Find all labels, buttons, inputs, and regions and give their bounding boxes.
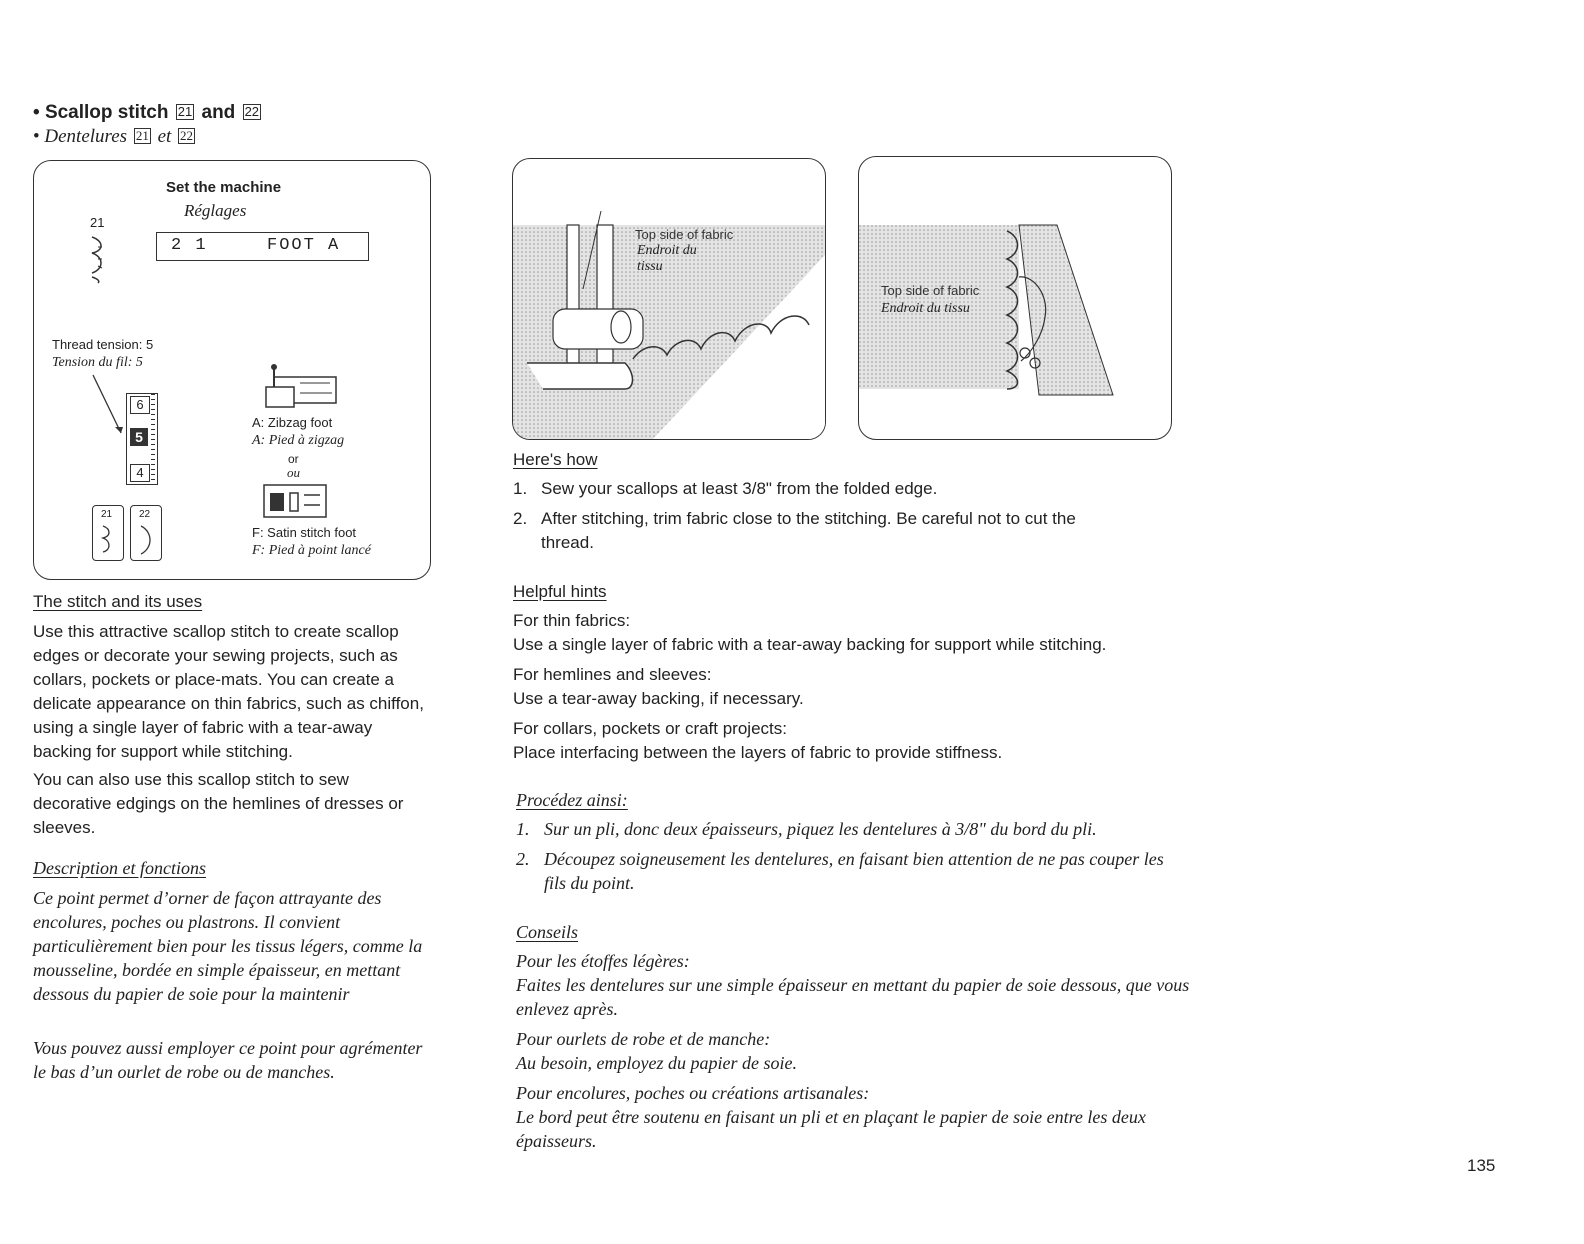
title-en: • Scallop stitch 21 and 22 (33, 102, 260, 123)
fr-step-1: 1. Sur un pli, donc deux épaisseurs, piquez les dentelures à 3/8" du bord du pli. (516, 819, 1097, 839)
zigzag-foot-icon (260, 363, 342, 415)
procedez-heading: Procédez ainsi: (516, 790, 628, 810)
or-label-fr: ou (287, 465, 300, 480)
sewing-foot-drawing (513, 159, 825, 439)
procedez-steps (516, 817, 1176, 895)
stitch-number-22: 22 (244, 104, 260, 119)
uses-paragraph-1: Use this attractive scallop stitch to create scallop edges or decorate your sewing projects, such as collars, pockets or place-mats. You can create a delicate appearance on thin fabrics, such as chiffon, using a single layer of fabric with a tear-away backing for support while stitching. (33, 622, 424, 761)
foot-f-label-fr: F: Pied à point lancé (252, 543, 371, 558)
scallop-small-icon (99, 524, 117, 556)
set-machine-title-fr: Réglages (184, 201, 247, 220)
lcd-display: 2 1 FOOT A (156, 232, 369, 261)
heres-how-heading: Here's how (513, 450, 598, 469)
thread-tension-label-fr: Tension du fil: 5 (52, 355, 143, 370)
uses-paragraph-2: You can also use this scallop stitch to sew decorative edgings on the hemlines of dresses or sleeves. (33, 770, 404, 837)
helpful-hints-list (513, 609, 1173, 765)
page-number: 135 (1467, 1156, 1496, 1175)
how-step-2: 2. After stitching, trim fabric close to the stitching. Be careful not to cut the thread. (513, 509, 1076, 552)
right-illustration-label: Top side of fabric (881, 283, 980, 298)
description-heading: Description et fonctions (33, 858, 206, 878)
conseils-list (516, 949, 1196, 1153)
dial-value-5: 5 (130, 428, 148, 446)
pattern-key-21: 21 (92, 505, 124, 561)
description-paragraph-2: Vous pouvez aussi employer ce point pour agrémenter le bas d’un ourlet de robe ou de manches. (33, 1038, 423, 1082)
conseil-etoffes: Pour les étoffes légères: Faites les dentelures sur une simple épaisseur en mettant du papier de soie dessous, que vous enlevez après. (516, 951, 1190, 1019)
tension-dial (126, 393, 158, 485)
how-step-1: 1. Sew your scallops at least 3/8" from the folded edge. (513, 479, 938, 498)
scallop-stitch-icon (86, 233, 114, 285)
stitch-number-21: 21 (177, 104, 193, 119)
conseil-encolures: Pour encolures, poches ou créations artisanales: Le bord peut être soutenu en faisant un pli et en plaçant le papier de soie entre les deux épaisseurs. (516, 1083, 1146, 1151)
left-illustration-label: Top side of fabric (635, 227, 734, 242)
foot-f-label: F: Satin stitch foot (252, 525, 357, 540)
uses-heading: The stitch and its uses (33, 592, 203, 611)
satin-stitch-foot-icon (260, 481, 332, 523)
fr-step-2: 2. Découpez soigneusement les dentelures, en faisant bien attention de ne pas couper les fils du point. (516, 849, 1164, 893)
trimming-illustration (858, 156, 1172, 440)
description-paragraph-1: Ce point permet d’orner de façon attrayante des encolures, poches ou plastrons. Il convient particulièrement bien pour les tissus légers, comme la mousseline, bordée en simple épaisseur, en mettant dessous du papier de soie pour la maintenir (33, 888, 423, 1004)
scallop-curve-icon (137, 524, 155, 556)
hint-collars: For collars, pockets or craft projects: Place interfacing between the layers of fabric to provide stiffness. (513, 719, 1003, 762)
left-illustration-label-fr-1: Endroit du (637, 243, 697, 258)
dial-value-4: 4 (130, 464, 150, 482)
foot-a-label: A: Zibzag foot (252, 415, 333, 430)
trimmed-scallop-drawing (859, 157, 1171, 439)
sewing-illustration (512, 158, 826, 440)
set-machine-title: Set the machine (166, 179, 282, 196)
title-fr: • Dentelures 21 et 22 (33, 126, 194, 147)
pattern-key-22: 22 (130, 505, 162, 561)
foot-a-label-fr: A: Pied à zigzag (252, 433, 345, 448)
dial-value-6: 6 (130, 396, 150, 414)
conseils-heading: Conseils (516, 922, 579, 942)
pattern-number-label: 21 (90, 215, 105, 230)
right-illustration-label-fr: Endroit du tissu (881, 301, 970, 316)
set-machine-panel (33, 160, 431, 580)
or-label: or (288, 452, 299, 466)
helpful-hints-heading: Helpful hints (513, 582, 607, 601)
hint-hemlines: For hemlines and sleeves: Use a tear-away backing, if necessary. (513, 665, 804, 708)
hint-thin-fabrics: For thin fabrics: Use a single layer of fabric with a tear-away backing for support while stitching. (513, 611, 1107, 654)
left-illustration-label-fr-2: tissu (637, 259, 663, 274)
conseil-ourlets: Pour ourlets de robe et de manche: Au besoin, employez du papier de soie. (516, 1029, 797, 1073)
heres-how-steps (513, 477, 1153, 555)
thread-tension-label: Thread tension: 5 (52, 337, 154, 352)
